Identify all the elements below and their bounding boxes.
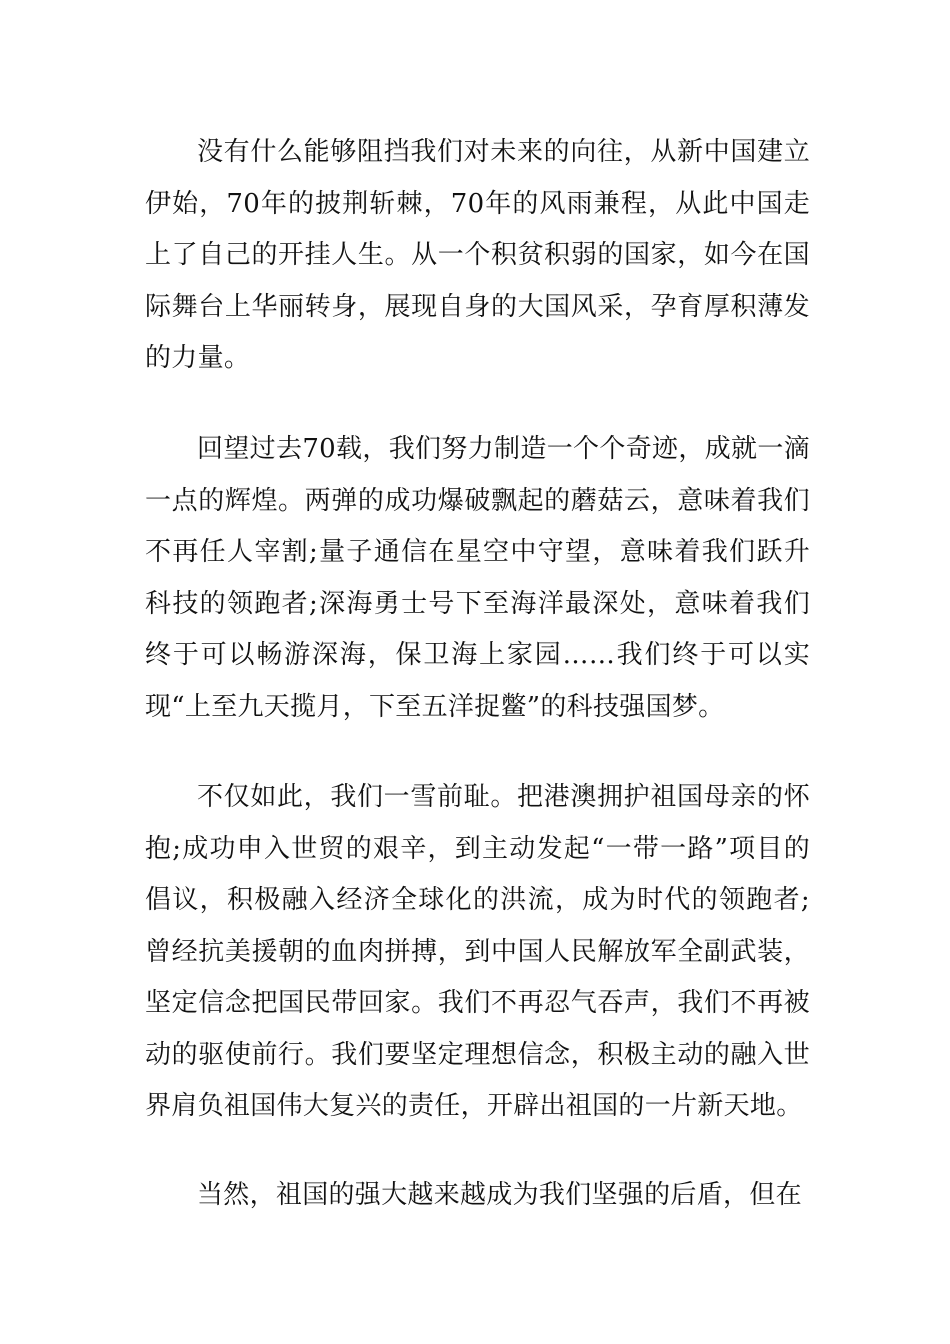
paragraph-3: 不仅如此，我们一雪前耻。把港澳拥护祖国母亲的怀抱;成功申入世贸的艰辛，到主动发起“一带一路”项目的倡议，积极融入经济全球化的洪流，成为时代的领跑者;曾经抗美援朝的血肉拼搏，到中国人民解放军全副武装，坚定信念把国民带回家。我们不再忍气吞声，我们不再被动的驱使前行。我们要坚定理想信念，积极主动的融入世界肩负祖国伟大复兴的责任，开辟出祖国的一片新天地。 (145, 782, 810, 1121)
paragraph-4: 当然，祖国的强大越来越成为我们坚强的后盾，但在 (197, 1180, 802, 1210)
paragraph-2: 回望过去70载，我们努力制造一个个奇迹，成就一滴一点的辉煌。两弹的成功爆破飘起的蘑菇云，意味着我们不再任人宰割;量子通信在星空中守望，意味着我们跃升科技的领跑者;深海勇士号下至海洋最深处，意味着我们终于可以畅游深海，保卫海上家园……我们终于可以实现“上至九天揽月，下至五洋捉鳖”的科技强国梦。 (145, 434, 810, 722)
paragraph-1: 没有什么能够阻挡我们对未来的向往，从新中国建立伊始，70年的披荆斩棘，70年的风雨兼程，从此中国走上了自己的开挂人生。从一个积贫积弱的国家，如今在国际舞台上华丽转身，展现自身的大国风采，孕育厚积薄发的力量。 (145, 137, 810, 373)
